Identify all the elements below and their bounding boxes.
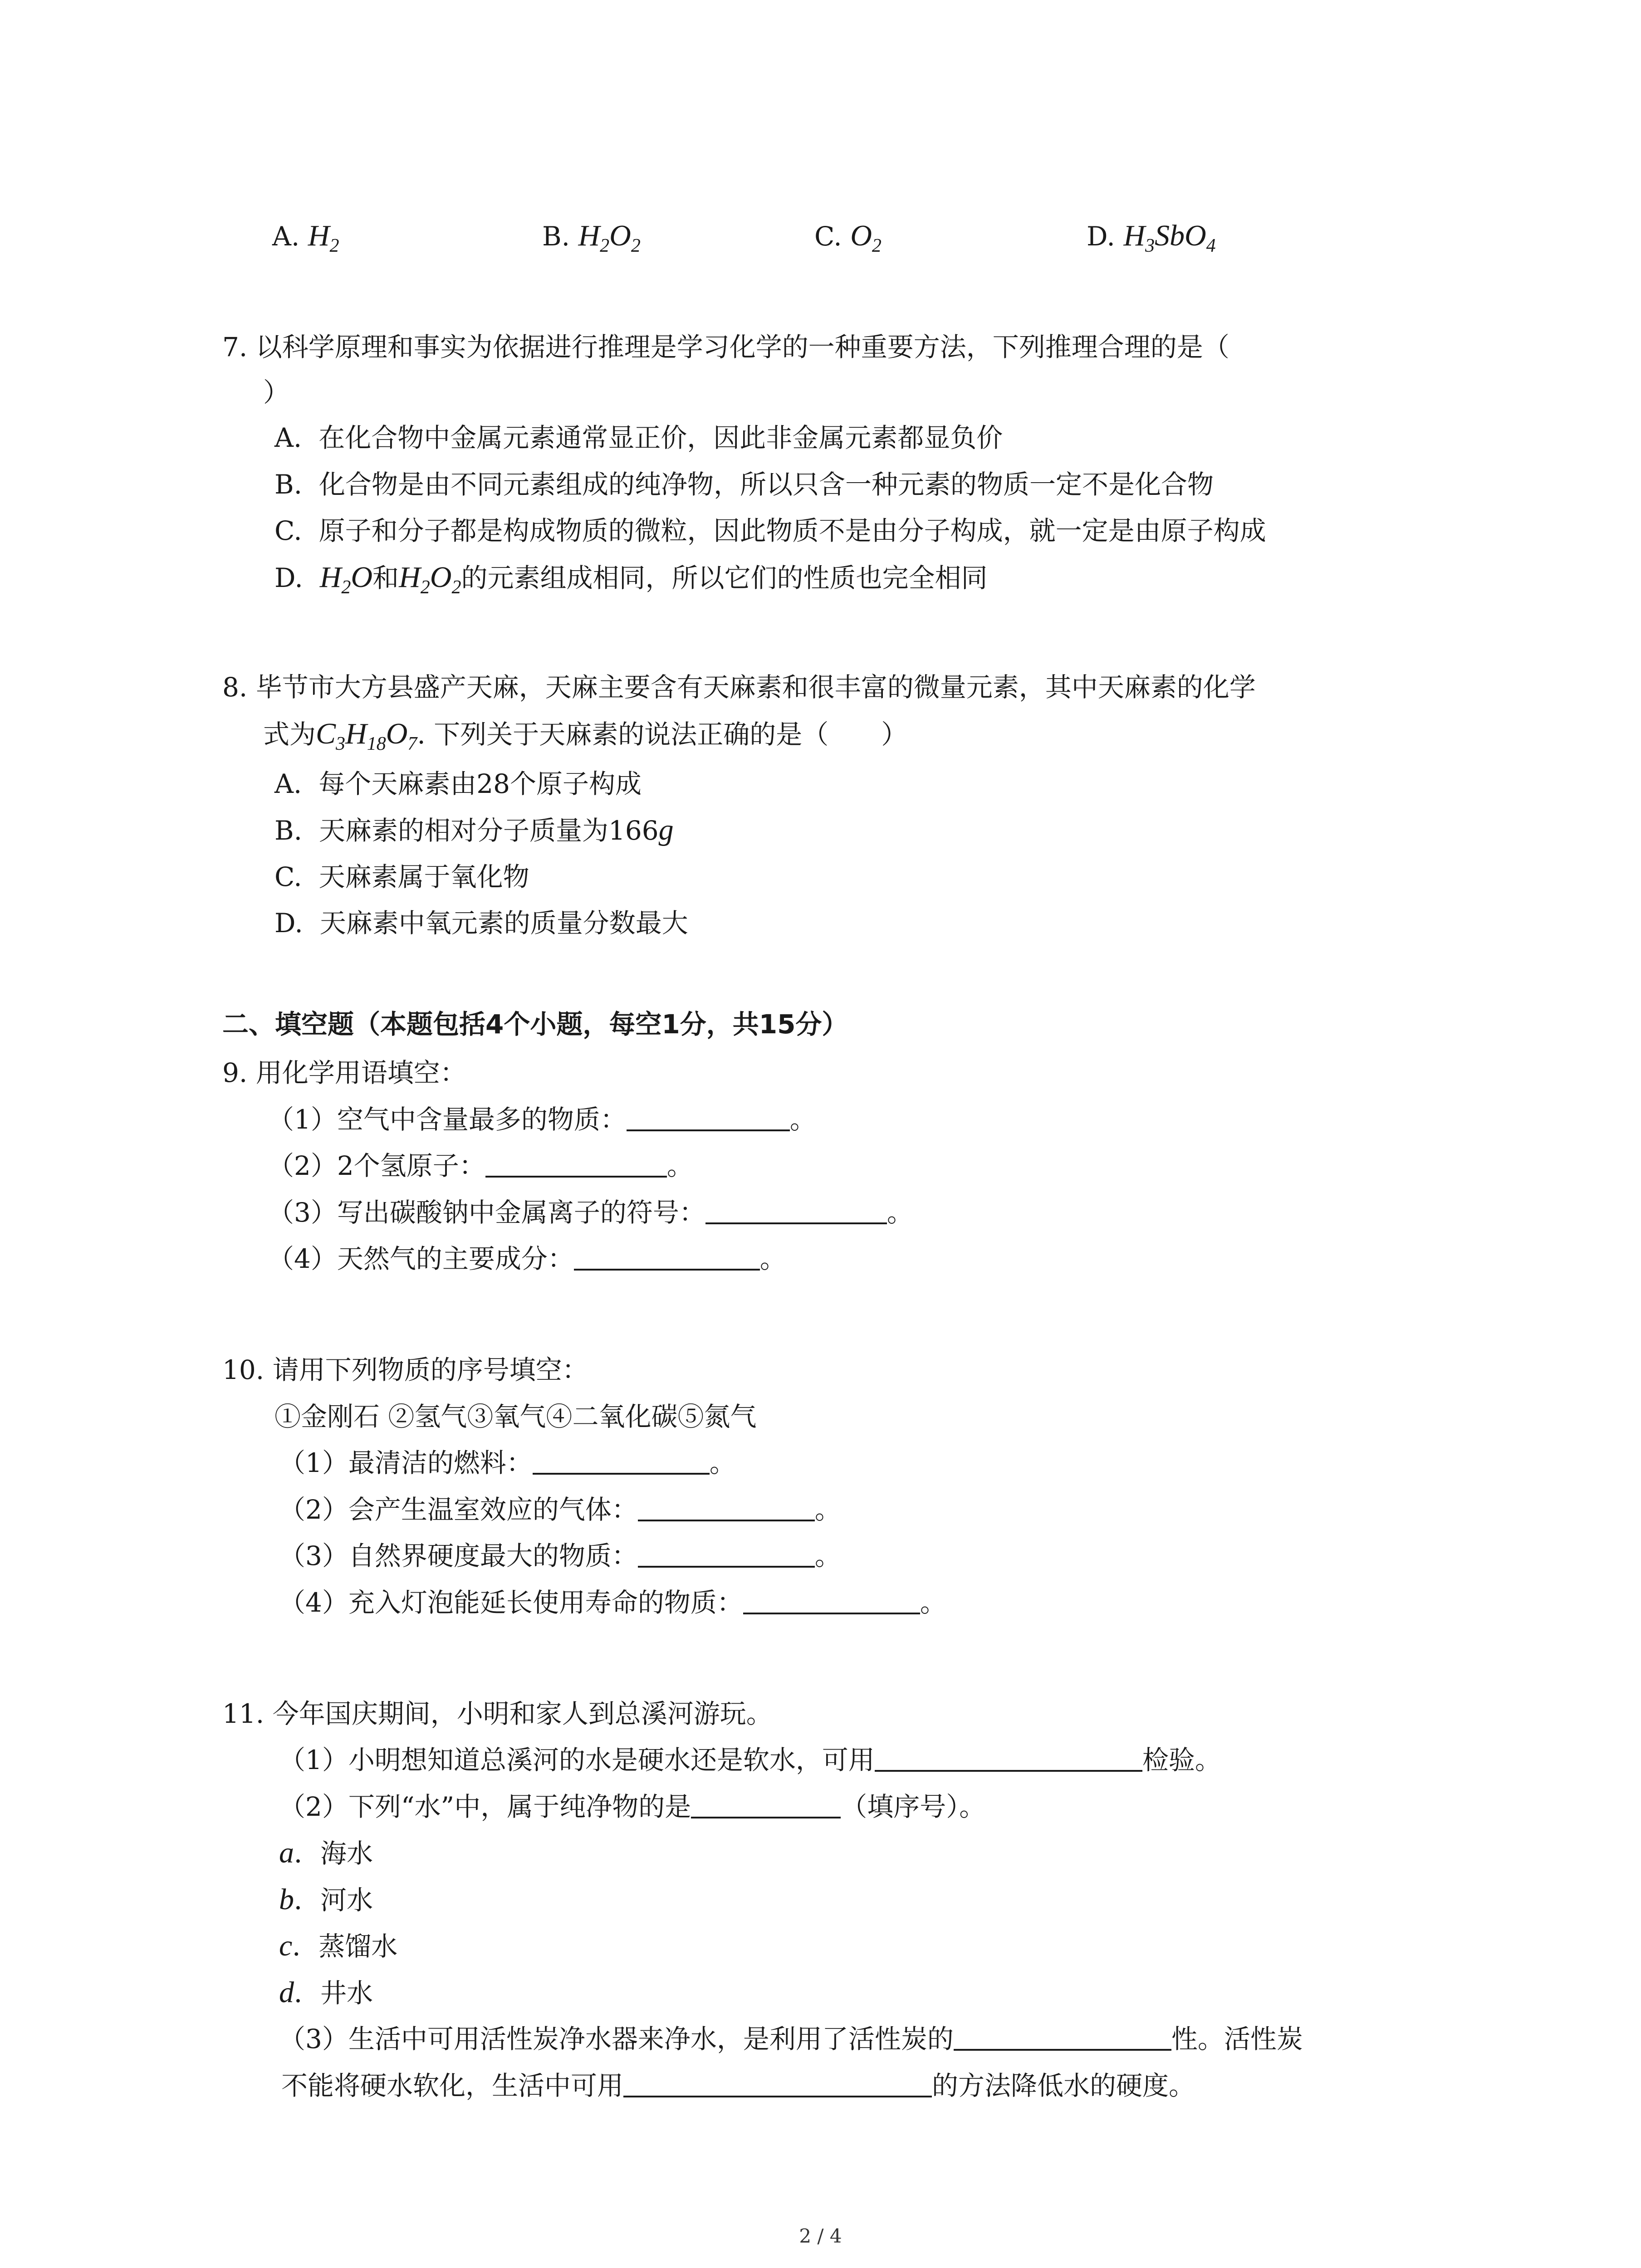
q11-part-1: （1）小明想知道总溪河的水是硬水还是软水，可用 检验。 <box>279 1742 1221 1778</box>
answer-blank[interactable] <box>705 1195 887 1224</box>
q8-option-b: B. 天麻素的相对分子质量为166g <box>274 813 674 846</box>
q10-item-2: （2）会产生温室效应的气体： 。 <box>279 1491 841 1528</box>
answer-blank[interactable] <box>533 1446 710 1475</box>
gastrodin-formula: $C_3H_{18}O_7$ <box>316 717 417 754</box>
answer-blank[interactable] <box>691 1789 841 1818</box>
answer-blank[interactable] <box>485 1149 667 1178</box>
q11-part-3: （3）生活中可用活性炭净水器来净水，是利用了活性炭的 性。活性炭 <box>279 2021 1303 2057</box>
q10-options: ①金刚石 ②氢气③氧气④二氧化碳⑤氮气 <box>274 1401 757 1432</box>
q6-option-b: B. $H_2O_2$ <box>542 219 641 256</box>
q11-stem: 11. 今年国庆期间，小明和家人到总溪河游玩。 <box>222 1698 773 1729</box>
q10-stem: 10. 请用下列物质的序号填空： <box>222 1354 588 1385</box>
q11-choice-d: d．井水 <box>279 1976 373 2009</box>
q10-item-4: （4）充入灯泡能延长使用寿命的物质： 。 <box>279 1584 946 1621</box>
q8-option-a: A. 每个天麻素由28个原子构成 <box>274 768 642 799</box>
answer-blank[interactable] <box>743 1585 920 1614</box>
q6-option-c: C. $O_2$ <box>814 219 882 256</box>
q6-option-d: D. $H_3SbO_4$ <box>1087 219 1216 256</box>
q6-option-a-formula: $H_2$ <box>308 219 339 256</box>
water-formula: $H_2O$ <box>319 561 373 598</box>
q10-item-1: （1）最清洁的燃料： 。 <box>279 1445 736 1481</box>
q9-item-3: （3）写出碳酸钠中金属离子的符号： 。 <box>268 1194 913 1231</box>
q11-choice-b: b．河水 <box>279 1883 373 1916</box>
answer-blank[interactable] <box>638 1492 815 1521</box>
q7-option-d: D. $H_2O$和$H_2O_2$的元素组成相同，所以它们的性质也完全相同 <box>274 561 988 598</box>
answer-blank[interactable] <box>574 1242 760 1271</box>
q7-stem-end: ） <box>263 377 290 408</box>
q7-stem: 7. 以科学原理和事实为依据进行推理是学习化学的一种重要方法，下列推理合理的是（ <box>222 332 1230 362</box>
q8-option-d: D. 天麻素中氧元素的质量分数最大 <box>274 908 688 938</box>
q11-part-3-line2: 不能将硬水软化，生活中可用 的方法降低水的硬度。 <box>281 2068 1195 2104</box>
section-heading: 二、填空题（本题包括4个小题，每空1分，共15分） <box>222 1009 848 1040</box>
q9-item-2: （2）2个氢原子： 。 <box>268 1148 693 1184</box>
answer-blank[interactable] <box>627 1102 790 1131</box>
q9-item-1: （1）空气中含量最多的物质： 。 <box>268 1101 816 1138</box>
q7-option-b: B. 化合物是由不同元素组成的纯净物，所以只含一种元素的物质一定不是化合物 <box>274 469 1214 500</box>
peroxide-formula: $H_2O_2$ <box>399 561 461 598</box>
q8-stem: 8. 毕节市大方县盛产天麻，天麻主要含有天麻素和很丰富的微量元素，其中天麻素的化学 <box>222 672 1256 703</box>
q11-choice-a: a．海水 <box>279 1836 373 1869</box>
answer-blank[interactable] <box>638 1539 815 1568</box>
q8-stem-line2: 式为$C_3H_{18}O_7$. 下列关于天麻素的说法正确的是（ ） <box>263 717 908 754</box>
q6-option-b-formula: $H_2O_2$ <box>578 219 641 256</box>
q7-option-c: C. 原子和分子都是构成物质的微粒，因此物质不是由分子构成，就一定是由原子构成 <box>274 515 1266 546</box>
answer-blank[interactable] <box>954 2022 1171 2051</box>
q9-item-4: （4）天然气的主要成分： 。 <box>268 1241 786 1277</box>
q10-item-3: （3）自然界硬度最大的物质： 。 <box>279 1538 841 1574</box>
q6-option-c-formula: $O_2$ <box>850 219 882 256</box>
q7-option-a: A. 在化合物中金属元素通常显正价，因此非金属元素都显负价 <box>274 422 1003 453</box>
answer-blank[interactable] <box>623 2068 932 2097</box>
q11-part-2: （2）下列“水”中，属于纯净物的是 （填序号）。 <box>279 1789 985 1825</box>
page-number: 2 / 4 <box>799 2225 842 2247</box>
q8-option-c: C. 天麻素属于氧化物 <box>274 861 529 892</box>
q6-option-d-formula: $H_3SbO_4$ <box>1123 219 1216 256</box>
q6-option-a: A. $H_2$ <box>272 219 339 256</box>
answer-blank[interactable] <box>875 1743 1142 1772</box>
q11-choice-c: c．蒸馏水 <box>279 1929 398 1962</box>
q9-stem: 9. 用化学用语填空： <box>222 1057 466 1088</box>
